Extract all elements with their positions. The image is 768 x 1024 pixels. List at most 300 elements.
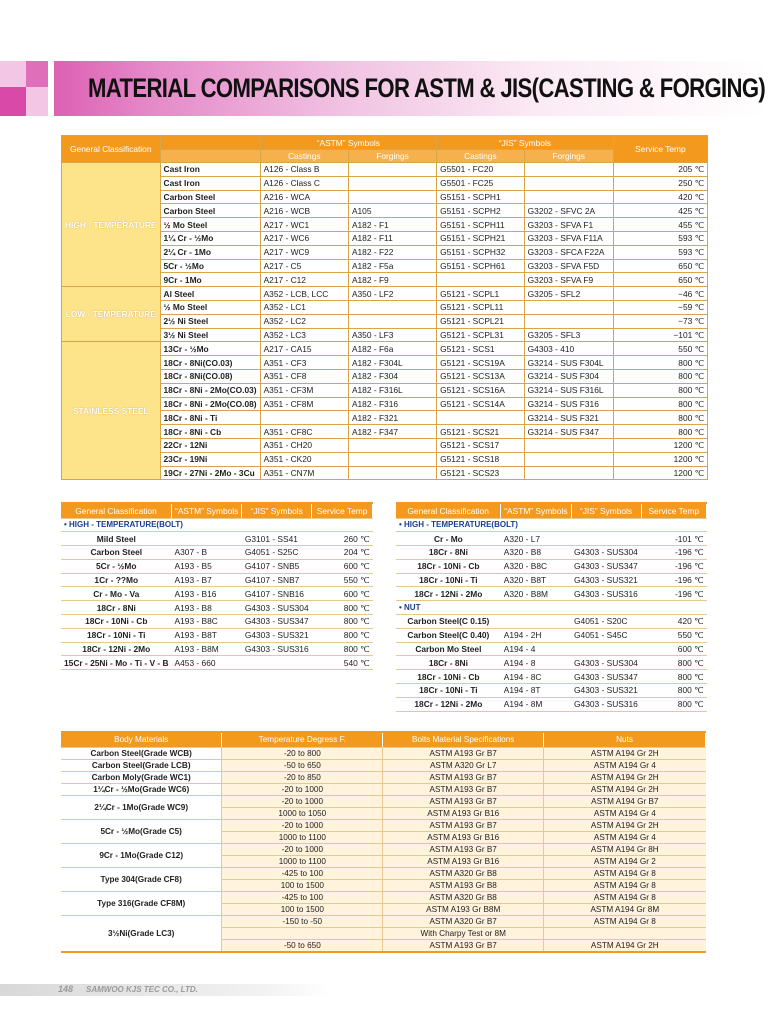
astm-castings-cell: A351 - CF3M <box>260 383 348 397</box>
astm-cell: A320 - B8 <box>501 546 571 560</box>
material-cell: 18Cr - 8Ni - Cb <box>160 425 260 439</box>
bolt-spec-cell: ASTM A193 Gr B7 <box>383 771 544 783</box>
table-row <box>61 546 373 560</box>
jis-forgings-cell: G3214 - SUS F347 <box>524 425 613 439</box>
astm-castings-cell: A351 - CF8 <box>260 369 348 383</box>
table-row <box>61 656 373 670</box>
service-temp-cell: −101 ℃ <box>613 328 707 342</box>
jis-cell: G4303 - SUS304 <box>571 656 641 670</box>
jis-cell: G4303 - SUS304 <box>242 601 312 615</box>
header-astm-symbols: “ASTM” Symbols <box>501 503 571 518</box>
astm-forgings-cell: A350 - LF2 <box>348 287 436 301</box>
jis-cell <box>571 532 641 546</box>
material-cell: 23Cr - 19Ni <box>160 452 260 466</box>
page-title: MATERIAL COMPARISONS FOR ASTM & JIS(CASTING & FORGING) <box>88 73 766 103</box>
jis-cell: G4051 - S20C <box>571 615 641 629</box>
classification-cell: 18Cr - 12Ni - 2Mo <box>396 697 501 711</box>
astm-castings-cell: A352 - LCB, LCC <box>260 287 348 301</box>
jis-cell <box>571 642 641 656</box>
table-row <box>62 287 708 301</box>
header-astm-symbols: “ASTM” Symbols <box>172 503 242 518</box>
table-row <box>61 891 706 903</box>
astm-forgings-cell <box>348 438 436 452</box>
jis-forgings-cell: G3202 - SFVC 2A <box>524 204 613 218</box>
service-temp-cell: 1200 ℃ <box>613 452 707 466</box>
material-cell: 2¼ Cr - 1Mo <box>160 245 260 259</box>
classification-cell: 18Cr - 10Ni - Ti <box>396 573 501 587</box>
service-temp-cell: 800 ℃ <box>312 628 373 642</box>
temperature-cell: 100 to 1500 <box>222 879 383 891</box>
jis-castings-cell: G5121 - SCS23 <box>437 466 525 480</box>
nut-spec-cell: ASTM A194 Gr 8 <box>544 915 706 927</box>
nut-spec-cell: ASTM A194 Gr 2 <box>544 855 706 867</box>
astm-castings-cell: A217 - C5 <box>260 259 348 273</box>
service-temp-cell: 1200 ℃ <box>613 438 707 452</box>
astm-forgings-cell: A182 - F22 <box>348 245 436 259</box>
table-row <box>396 670 707 684</box>
table-row <box>61 615 373 629</box>
jis-forgings-cell <box>524 176 613 190</box>
nut-spec-cell: ASTM A194 Gr 8M <box>544 903 706 915</box>
bolt-high-temp-table <box>61 502 373 670</box>
service-temp-cell: 800 ℃ <box>641 656 707 670</box>
jis-cell: G4303 - SUS347 <box>571 670 641 684</box>
bolt-spec-cell: ASTM A320 Gr L7 <box>383 759 544 771</box>
astm-castings-cell: A216 - WCA <box>260 190 348 204</box>
service-temp-cell: 550 ℃ <box>641 628 707 642</box>
jis-cell <box>242 656 312 670</box>
jis-castings-cell: G5151 - SCPH32 <box>437 245 525 259</box>
astm-forgings-cell: A350 - LF3 <box>348 328 436 342</box>
temperature-cell: -20 to 1000 <box>222 819 383 831</box>
astm-cell: A194 - 2H <box>501 628 571 642</box>
service-temp-cell: 204 ℃ <box>312 546 373 560</box>
decor-square <box>26 61 48 87</box>
material-cell: 19Cr - 27Ni - 2Mo - 3Cu <box>160 466 260 480</box>
material-cell: ½ Mo Steel <box>160 300 260 314</box>
bolt-spec-cell: ASTM A193 Gr B16 <box>383 855 544 867</box>
header-bolts-spec: Bolts Material Specifications <box>383 732 544 747</box>
temperature-cell: -20 to 1000 <box>222 795 383 807</box>
jis-forgings-cell <box>524 452 613 466</box>
service-temp-cell: 800 ℃ <box>312 642 373 656</box>
astm-castings-cell: A217 - WC1 <box>260 218 348 232</box>
astm-castings-cell: A351 - CF8M <box>260 397 348 411</box>
table-row <box>396 642 707 656</box>
astm-cell: A320 - L7 <box>501 532 571 546</box>
service-temp-cell: −59 ℃ <box>613 300 707 314</box>
jis-forgings-cell: G3205 - SFL2 <box>524 287 613 301</box>
header-service-temp: Service Temp <box>641 503 707 518</box>
table-row <box>62 342 708 356</box>
header-jis-symbols: “JIS” Symbols <box>437 136 614 150</box>
classification-cell: 18Cr - 10Ni - Cb <box>61 615 172 629</box>
astm-cell: A194 - 8T <box>501 684 571 698</box>
service-temp-cell: 540 ℃ <box>312 656 373 670</box>
jis-castings-cell: G5151 - SCPH1 <box>437 190 525 204</box>
section-label: • HIGH - TEMPERATURE(BOLT) <box>396 518 707 532</box>
service-temp-cell: 425 ℃ <box>613 204 707 218</box>
material-cell: 2½ Ni Steel <box>160 314 260 328</box>
classification-cell: Carbon Steel(C 0.40) <box>396 628 501 642</box>
material-cell: 5Cr - ½Mo <box>160 259 260 273</box>
section-label: • HIGH - TEMPERATURE(BOLT) <box>61 518 373 532</box>
material-cell: Cast Iron <box>160 176 260 190</box>
astm-castings-cell: A351 - CN7M <box>260 466 348 480</box>
jis-castings-cell <box>437 411 525 425</box>
material-cell: ½ Mo Steel <box>160 218 260 232</box>
jis-castings-cell: G5121 - SCS21 <box>437 425 525 439</box>
nut-spec-cell: ASTM A194 Gr 2H <box>544 819 706 831</box>
body-material-cell: Carbon Moly(Grade WC1) <box>61 771 222 783</box>
nut-spec-cell: ASTM A194 Gr 4 <box>544 759 706 771</box>
temperature-cell: -50 to 650 <box>222 939 383 952</box>
nut-spec-cell: ASTM A194 Gr 4 <box>544 807 706 819</box>
service-temp-cell: 800 ℃ <box>312 601 373 615</box>
service-temp-cell: 800 ℃ <box>613 383 707 397</box>
service-temp-cell: 420 ℃ <box>613 190 707 204</box>
service-temp-cell: 550 ℃ <box>312 573 373 587</box>
jis-castings-cell <box>437 273 525 287</box>
table-row <box>61 771 706 783</box>
classification-cell: LOW - TEMPERATURE <box>62 287 161 342</box>
jis-castings-cell: G5121 - SCPL31 <box>437 328 525 342</box>
astm-cell: A193 - B8 <box>172 601 242 615</box>
service-temp-cell: 550 ℃ <box>613 342 707 356</box>
classification-cell: 18Cr - 8Ni <box>61 601 172 615</box>
service-temp-cell: 420 ℃ <box>641 615 707 629</box>
decor-divider <box>48 61 54 116</box>
body-material-cell: 3½Ni(Grade LC3) <box>61 915 222 952</box>
material-cell: 13Cr - ½Mo <box>160 342 260 356</box>
jis-cell: G4107 - SNB5 <box>242 559 312 573</box>
temperature-cell <box>222 927 383 939</box>
jis-castings-cell: G5501 - FC25 <box>437 176 525 190</box>
page-number: 148 <box>58 984 74 994</box>
astm-forgings-cell: A182 - F11 <box>348 231 436 245</box>
table-row <box>61 783 706 795</box>
jis-castings-cell: G5121 - SCS18 <box>437 452 525 466</box>
jis-cell: G4303 - SUS347 <box>242 615 312 629</box>
body-material-cell: Type 304(Grade CF8) <box>61 867 222 891</box>
service-temp-cell: -101 ℃ <box>641 532 707 546</box>
table-row <box>61 867 706 879</box>
bolt-spec-cell: ASTM A193 Gr B7 <box>383 939 544 952</box>
nut-spec-cell: ASTM A194 Gr 2H <box>544 747 706 759</box>
service-temp-cell: -196 ℃ <box>641 587 707 601</box>
jis-castings-cell: G5501 - FC20 <box>437 163 525 177</box>
jis-cell: G4303 - SUS304 <box>571 546 641 560</box>
nut-spec-cell: ASTM A194 Gr 2H <box>544 939 706 952</box>
nut-spec-cell: ASTM A194 Gr 4 <box>544 831 706 843</box>
table-row <box>396 532 707 546</box>
table-row <box>396 573 707 587</box>
astm-jis-casting-forging-table <box>61 135 708 480</box>
astm-castings-cell: A351 - CF8C <box>260 425 348 439</box>
nut-spec-cell: ASTM A194 Gr 8 <box>544 891 706 903</box>
classification-cell: STAINLESS STEEL <box>62 342 161 480</box>
astm-castings-cell: A217 - WC6 <box>260 231 348 245</box>
jis-castings-cell: G5121 - SCPL11 <box>437 300 525 314</box>
body-material-cell: Type 316(Grade CF8M) <box>61 891 222 915</box>
material-cell: 9Cr - 1Mo <box>160 273 260 287</box>
body-material-cell: Carbon Steel(Grade WCB) <box>61 747 222 759</box>
jis-castings-cell: G5121 - SCS1 <box>437 342 525 356</box>
bolt-spec-cell: ASTM A193 Gr B7 <box>383 843 544 855</box>
service-temp-cell: 455 ℃ <box>613 218 707 232</box>
service-temp-cell: 600 ℃ <box>641 642 707 656</box>
service-temp-cell: 800 ℃ <box>641 697 707 711</box>
jis-cell: G4303 - SUS316 <box>571 587 641 601</box>
table-row <box>62 163 708 177</box>
service-temp-cell: -196 ℃ <box>641 559 707 573</box>
section-row <box>396 518 707 532</box>
service-temp-cell: 650 ℃ <box>613 273 707 287</box>
jis-forgings-cell: G3214 - SUS F316L <box>524 383 613 397</box>
classification-cell: 18Cr - 10Ni - Ti <box>396 684 501 698</box>
table-row <box>61 559 373 573</box>
jis-cell: G4107 - SNB7 <box>242 573 312 587</box>
material-cell: 22Cr - 12Ni <box>160 438 260 452</box>
material-cell: 3½ Ni Steel <box>160 328 260 342</box>
astm-forgings-cell: A182 - F6a <box>348 342 436 356</box>
table-row <box>396 615 707 629</box>
classification-cell: Cr - Mo - Va <box>61 587 172 601</box>
classification-cell: 18Cr - 10Ni - Ti <box>61 628 172 642</box>
bolt-nut-low-temp-table <box>396 502 707 712</box>
classification-cell: 18Cr - 12Ni - 2Mo <box>396 587 501 601</box>
jis-forgings-cell: G3214 - SUS F316 <box>524 397 613 411</box>
service-temp-cell: 600 ℃ <box>312 559 373 573</box>
jis-forgings-cell <box>524 190 613 204</box>
astm-castings-cell: A216 - WCB <box>260 204 348 218</box>
classification-cell: Cr - Mo <box>396 532 501 546</box>
jis-cell: G4051 - S25C <box>242 546 312 560</box>
header-forgings: Forgings <box>524 150 613 163</box>
nut-spec-cell: ASTM A194 Gr B7 <box>544 795 706 807</box>
service-temp-cell: −46 ℃ <box>613 287 707 301</box>
header-forgings: Forgings <box>348 150 436 163</box>
material-cell: 18Cr - 8Ni(CO.03) <box>160 356 260 370</box>
astm-cell: A307 - B <box>172 546 242 560</box>
classification-cell: 1Cr - ??Mo <box>61 573 172 587</box>
jis-forgings-cell <box>524 163 613 177</box>
jis-forgings-cell: G3205 - SFL3 <box>524 328 613 342</box>
bolt-spec-cell: ASTM A320 Gr B8 <box>383 867 544 879</box>
classification-cell: HIGH - TEMPERATURE <box>62 163 161 287</box>
astm-castings-cell: A217 - CA15 <box>260 342 348 356</box>
jis-castings-cell: G5121 - SCPL21 <box>437 314 525 328</box>
header-general-classification: General Classification <box>62 136 161 163</box>
astm-forgings-cell: A105 <box>348 204 436 218</box>
header-temperature: Temperature Degress F. <box>222 732 383 747</box>
jis-forgings-cell: G3203 - SFCA F22A <box>524 245 613 259</box>
header-blank <box>160 150 260 163</box>
material-cell: Cast Iron <box>160 163 260 177</box>
astm-castings-cell: A351 - CH20 <box>260 438 348 452</box>
astm-cell <box>501 615 571 629</box>
service-temp-cell: 593 ℃ <box>613 231 707 245</box>
astm-cell: A193 - B16 <box>172 587 242 601</box>
classification-cell: Carbon Mo Steel <box>396 642 501 656</box>
classification-cell: 18Cr - 8Ni <box>396 546 501 560</box>
body-material-cell: 5Cr - ½Mo(Grade C5) <box>61 819 222 843</box>
material-cell: Carbon Steel <box>160 204 260 218</box>
jis-forgings-cell: G3214 - SUS F304 <box>524 369 613 383</box>
astm-castings-cell: A351 - CF3 <box>260 356 348 370</box>
classification-cell: Carbon Steel(C 0.15) <box>396 615 501 629</box>
jis-castings-cell: G5121 - SCS19A <box>437 356 525 370</box>
jis-forgings-cell <box>524 314 613 328</box>
body-material-cell: 9Cr - 1Mo(Grade C12) <box>61 843 222 867</box>
nut-spec-cell <box>544 927 706 939</box>
astm-forgings-cell: A182 - F304L <box>348 356 436 370</box>
astm-cell: A194 - 8 <box>501 656 571 670</box>
astm-forgings-cell <box>348 163 436 177</box>
section-label: • NUT <box>396 601 707 615</box>
jis-forgings-cell <box>524 300 613 314</box>
bolt-spec-cell: ASTM A320 Gr B8 <box>383 891 544 903</box>
jis-castings-cell: G5151 - SCPH21 <box>437 231 525 245</box>
service-temp-cell: 593 ℃ <box>613 245 707 259</box>
decor-square <box>26 87 48 116</box>
astm-forgings-cell <box>348 452 436 466</box>
table-row <box>396 684 707 698</box>
table-row <box>396 628 707 642</box>
jis-cell: G4303 - SUS316 <box>242 642 312 656</box>
bolt-spec-cell: ASTM A193 Gr B7 <box>383 747 544 759</box>
table-row <box>61 819 706 831</box>
page-footer <box>0 984 768 996</box>
temperature-cell: -20 to 1000 <box>222 783 383 795</box>
header-general-classification: General Classification <box>61 503 172 518</box>
table-row <box>61 747 706 759</box>
material-cell: 18Cr - 8Ni - 2Mo(CO.03) <box>160 383 260 397</box>
decor-square <box>0 87 26 116</box>
service-temp-cell: 800 ℃ <box>613 369 707 383</box>
astm-cell: A193 - B8C <box>172 615 242 629</box>
astm-forgings-cell: A182 - F321 <box>348 411 436 425</box>
astm-forgings-cell: A182 - F5a <box>348 259 436 273</box>
table-row <box>61 795 706 807</box>
astm-castings-cell: A126 - Class C <box>260 176 348 190</box>
temperature-cell: -20 to 1000 <box>222 843 383 855</box>
astm-forgings-cell <box>348 190 436 204</box>
astm-forgings-cell <box>348 466 436 480</box>
astm-cell: A194 - 8C <box>501 670 571 684</box>
temperature-cell: 1000 to 1100 <box>222 855 383 867</box>
table-row <box>61 573 373 587</box>
header-castings: Castings <box>260 150 348 163</box>
nut-spec-cell: ASTM A194 Gr 8H <box>544 843 706 855</box>
jis-castings-cell: G5151 - SCPH2 <box>437 204 525 218</box>
service-temp-cell: 800 ℃ <box>312 615 373 629</box>
material-cell: 1¼ Cr - ½Mo <box>160 231 260 245</box>
astm-forgings-cell: A182 - F304 <box>348 369 436 383</box>
header-jis-symbols: “JIS” Symbols <box>571 503 641 518</box>
header-jis-symbols: “JIS” Symbols <box>242 503 312 518</box>
service-temp-cell: 250 ℃ <box>613 176 707 190</box>
service-temp-cell: 205 ℃ <box>613 163 707 177</box>
service-temp-cell: −73 ℃ <box>613 314 707 328</box>
astm-cell: A453 - 660 <box>172 656 242 670</box>
temperature-cell: -425 to 100 <box>222 867 383 879</box>
header-service-temp: Service Temp <box>312 503 373 518</box>
jis-cell: G3101 - SS41 <box>242 532 312 546</box>
astm-cell <box>172 532 242 546</box>
bolt-spec-cell: With Charpy Test or 8M <box>383 927 544 939</box>
astm-castings-cell: A351 - CK20 <box>260 452 348 466</box>
table-row <box>61 843 706 855</box>
bolt-spec-cell: ASTM A193 Gr B8M <box>383 903 544 915</box>
decor-square <box>0 61 26 87</box>
bolt-spec-cell: ASTM A193 Gr B7 <box>383 819 544 831</box>
classification-cell: 18Cr - 10Ni - Cb <box>396 559 501 573</box>
header-nuts: Nuts <box>544 732 706 747</box>
astm-cell: A194 - 4 <box>501 642 571 656</box>
nut-spec-cell: ASTM A194 Gr 2H <box>544 783 706 795</box>
nut-spec-cell: ASTM A194 Gr 8 <box>544 879 706 891</box>
jis-cell: G4107 - SNB16 <box>242 587 312 601</box>
table-row <box>61 915 706 927</box>
company-name: SAMWOO KJS TEC CO., LTD. <box>86 985 198 994</box>
jis-forgings-cell <box>524 466 613 480</box>
table-row <box>61 601 373 615</box>
jis-forgings-cell: G3203 - SFVA F11A <box>524 231 613 245</box>
astm-forgings-cell <box>348 314 436 328</box>
bolt-spec-cell: ASTM A193 Gr B7 <box>383 783 544 795</box>
header-general-classification: General Classification <box>396 503 501 518</box>
jis-cell: G4303 - SUS321 <box>242 628 312 642</box>
jis-cell: G4303 - SUS321 <box>571 573 641 587</box>
astm-forgings-cell: A182 - F1 <box>348 218 436 232</box>
body-material-cell: 1¼Cr - ½Mo(Grade WC6) <box>61 783 222 795</box>
bolt-spec-cell: ASTM A193 Gr B16 <box>383 807 544 819</box>
temperature-cell: -150 to -50 <box>222 915 383 927</box>
nut-spec-cell: ASTM A194 Gr 8 <box>544 867 706 879</box>
jis-castings-cell: G5121 - SCS13A <box>437 369 525 383</box>
service-temp-cell: 800 ℃ <box>641 684 707 698</box>
temperature-cell: 1000 to 1050 <box>222 807 383 819</box>
jis-cell: G4303 - SUS347 <box>571 559 641 573</box>
astm-forgings-cell <box>348 300 436 314</box>
table-row <box>396 587 707 601</box>
service-temp-cell: 800 ℃ <box>613 425 707 439</box>
classification-cell: 18Cr - 8Ni <box>396 656 501 670</box>
astm-castings-cell: A352 - LC1 <box>260 300 348 314</box>
header-blank <box>160 136 260 150</box>
service-temp-cell: 260 ℃ <box>312 532 373 546</box>
classification-cell: 5Cr - ½Mo <box>61 559 172 573</box>
classification-cell: Mild Steel <box>61 532 172 546</box>
service-temp-cell: 800 ℃ <box>641 670 707 684</box>
jis-cell: G4051 - S45C <box>571 628 641 642</box>
astm-forgings-cell: A182 - F9 <box>348 273 436 287</box>
astm-forgings-cell <box>348 176 436 190</box>
header-castings: Castings <box>437 150 525 163</box>
jis-cell: G4303 - SUS321 <box>571 684 641 698</box>
jis-forgings-cell: G3203 - SFVA F5D <box>524 259 613 273</box>
astm-cell: A193 - B7 <box>172 573 242 587</box>
astm-forgings-cell: A182 - F316L <box>348 383 436 397</box>
astm-forgings-cell: A182 - F347 <box>348 425 436 439</box>
table-row <box>61 532 373 546</box>
table-row <box>396 546 707 560</box>
temperature-cell: 1000 to 1100 <box>222 831 383 843</box>
service-temp-cell: 800 ℃ <box>613 411 707 425</box>
astm-cell: A320 - B8M <box>501 587 571 601</box>
nut-spec-cell: ASTM A194 Gr 2H <box>544 771 706 783</box>
